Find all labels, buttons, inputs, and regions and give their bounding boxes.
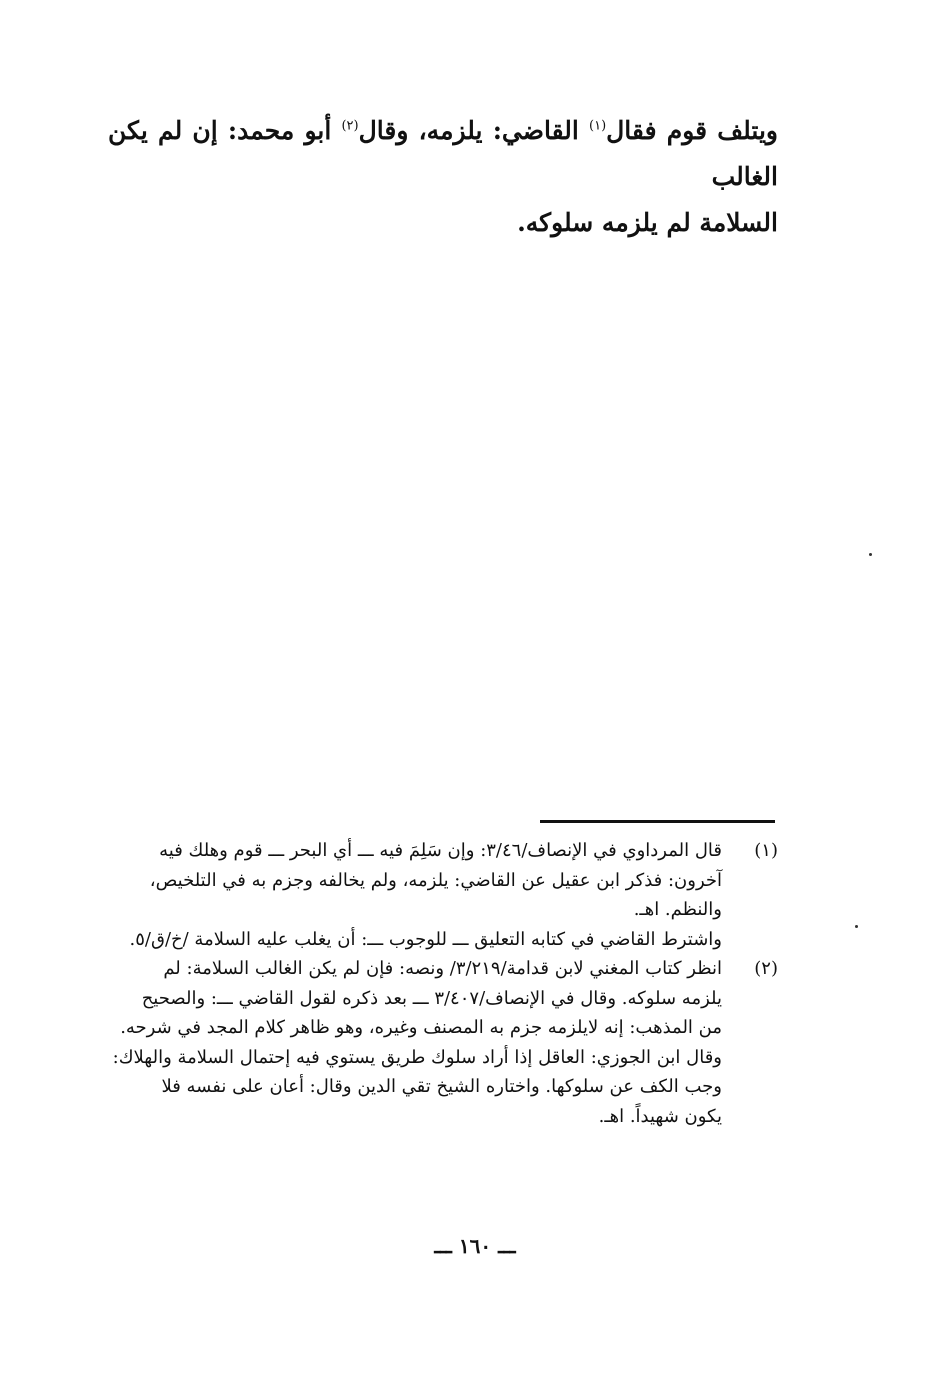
footnote-line: وقال ابن الجوزي: العاقل إذا أراد سلوك طريق يستوي فيه إحتمال السلامة والهلاك:	[112, 1046, 722, 1068]
footnote-line: والنظم. اهـ.	[633, 899, 722, 920]
footnote-line: واشترط القاضي في كتابه التعليق ـــ للوجوب ـــ: أن يغلب عليه السلامة /خ/ق/٥.	[129, 928, 722, 950]
footnote-number: (٢)	[754, 958, 778, 979]
footnotes	[108, 836, 778, 1131]
footnote-reference-2[interactable]: (٢)	[341, 118, 359, 134]
footnote-2	[108, 954, 778, 1131]
main-text-segment: أبو محمد: إن لم يكن الغالب	[108, 116, 778, 191]
footnote-reference-1[interactable]: (١)	[589, 118, 607, 134]
scan-speck	[855, 925, 858, 928]
main-text-segment: ويتلف قوم فقال	[606, 116, 778, 145]
main-text	[108, 108, 778, 246]
scan-speck	[869, 553, 872, 556]
main-text-segment: القاضي: يلزمه، وقال	[358, 116, 589, 145]
footnote-line: قال المرداوي في الإنصاف/٣/٤٦: وإن سَلِمَ فيه ـــ أي البحر ـــ قوم وهلك فيه	[159, 840, 722, 861]
footnote-line: يلزمه سلوكه. وقال في الإنصاف/٣/٤٠٧ ـــ بعد ذكره لقول القاضي ـــ: والصحيح	[141, 987, 722, 1009]
footnote-line: يكون شهيداً. اهـ.	[598, 1105, 722, 1127]
footnote-line: انظر كتاب المغني لابن قدامة/٣/٢١٩/ ونصه: فإن لم يكن الغالب السلامة: لم	[163, 958, 722, 979]
main-text-line-2	[108, 200, 778, 246]
main-text-segment: السلامة لم يلزمه سلوكه.	[517, 208, 778, 237]
footnote-line: وجب الكف عن سلوكها. واختاره الشيخ تقي الدين وقال: أعان على نفسه فلا	[161, 1076, 722, 1097]
footnote-number: (١)	[754, 840, 778, 861]
page-number: ـــ ١٦٠ ـــ	[434, 1234, 516, 1258]
footnote-1	[108, 836, 778, 954]
footnote-line: من المذهب: إنه لايلزمه جزم به المصنف وغيره، وهو ظاهر كلام المجد في شرحه.	[120, 1017, 722, 1038]
footnote-line: آخرون: فذكر ابن عقيل عن القاضي: يلزمه، ولم يخالفه وجزم به في التلخيص،	[149, 869, 722, 891]
footnote-separator	[540, 820, 775, 823]
main-text-line-1	[108, 108, 778, 200]
